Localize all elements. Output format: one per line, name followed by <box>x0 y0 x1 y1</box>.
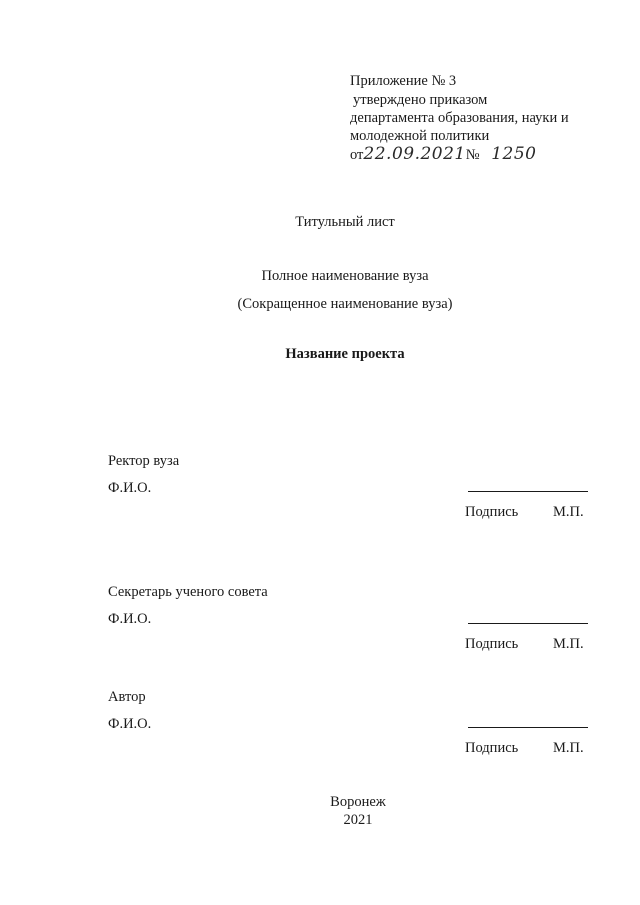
department-line-2: молодежной политики <box>350 128 490 144</box>
signature-line-author <box>468 727 588 728</box>
stamp-label-rector: М.П. <box>553 504 584 520</box>
title-page-heading: Титульный лист <box>295 214 395 230</box>
stamp-label-author: М.П. <box>553 740 584 756</box>
university-short-name: (Сокращенное наименование вуза) <box>237 296 453 312</box>
signature-role-author: Автор <box>108 689 146 705</box>
project-name: Название проекта <box>285 346 405 362</box>
approved-by-label: утверждено приказом <box>353 92 488 108</box>
year: 2021 <box>343 812 373 828</box>
university-full-name: Полное наименование вуза <box>261 268 429 284</box>
signature-role-rector: Ректор вуза <box>108 453 180 469</box>
signature-name-author: Ф.И.О. <box>108 716 152 732</box>
city: Воронеж <box>330 794 386 810</box>
signature-line-rector <box>468 491 588 492</box>
signature-name-rector: Ф.И.О. <box>108 480 152 496</box>
appendix-label: Приложение № 3 <box>350 73 457 89</box>
date-prefix: от <box>350 147 364 163</box>
handwritten-date: 22.09.2021 <box>363 144 466 164</box>
signature-label-rector: Подпись <box>465 504 519 520</box>
order-date-number <box>350 144 536 164</box>
signature-label-author: Подпись <box>465 740 519 756</box>
signature-role-secretary: Секретарь ученого совета <box>108 584 268 600</box>
signature-line-secretary <box>468 623 588 624</box>
department-line-1: департамента образования, науки и <box>350 110 569 126</box>
stamp-label-secretary: М.П. <box>553 636 584 652</box>
signature-label-secretary: Подпись <box>465 636 519 652</box>
number-sign: № <box>465 147 480 163</box>
handwritten-number: 1250 <box>491 144 537 164</box>
signature-name-secretary: Ф.И.О. <box>108 611 152 627</box>
